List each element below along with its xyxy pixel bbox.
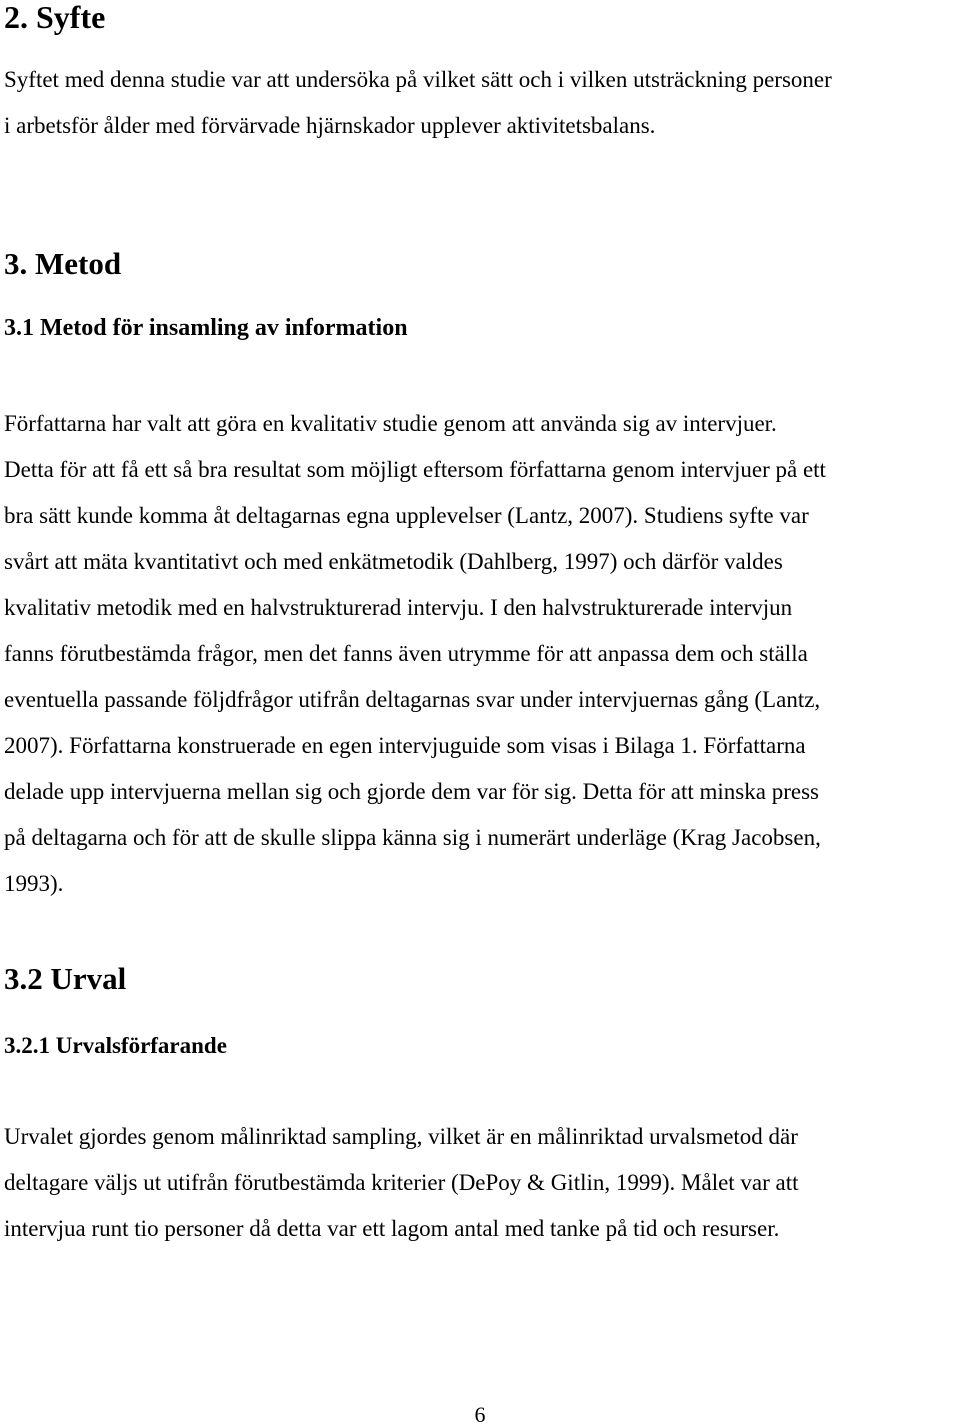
heading-metod-insamling: 3.1 Metod för insamling av information	[4, 315, 408, 341]
text-line: 1993).	[4, 871, 64, 896]
heading-metod: 3. Metod	[4, 246, 122, 281]
text-line: Detta för att få ett så bra resultat som möjligt eftersom författarna genom intervjuer på ett	[4, 457, 826, 482]
text-line: eventuella passande följdfrågor utifrån deltagarnas svar under intervjuernas gång (Lantz,	[4, 687, 821, 712]
text-line: bra sätt kunde komma åt deltagarnas egna upplevelser (Lantz, 2007). Studiens syfte var	[4, 503, 809, 528]
text-line: deltagare väljs ut utifrån förutbestämda kriterier (DePoy & Gitlin, 1999). Målet var att	[4, 1170, 799, 1195]
text-line: Författarna har valt att göra en kvalitativ studie genom att använda sig av intervjuer.	[4, 411, 777, 436]
text-line: svårt att mäta kvantitativt och med enkätmetodik (Dahlberg, 1997) och därför valdes	[4, 549, 783, 574]
text-line: 2007). Författarna konstruerade en egen intervjuguide som visas i Bilaga 1. Författarna	[4, 733, 806, 758]
page-number: 6	[474, 1402, 486, 1427]
text-line: i arbetsför ålder med förvärvade hjärnskador upplever aktivitetsbalans.	[4, 113, 656, 138]
text-line: Syftet med denna studie var att undersöka på vilket sätt och i vilken utsträckning personer	[4, 67, 832, 92]
heading-urvalsforfarande: 3.2.1 Urvalsförfarande	[4, 1033, 227, 1058]
text-line: fanns förutbestämda frågor, men det fanns även utrymme för att anpassa dem och ställa	[4, 641, 808, 666]
text-line: intervjua runt tio personer då detta var ett lagom antal med tanke på tid och resurser.	[4, 1216, 780, 1241]
text-line: delade upp intervjuerna mellan sig och gjorde dem var för sig. Detta för att minska press	[4, 779, 819, 804]
heading-urval: 3.2 Urval	[4, 961, 127, 996]
text-line: kvalitativ metodik med en halvstrukturerad intervju. I den halvstrukturerade intervjun	[4, 595, 793, 620]
heading-syfte: 2. Syfte	[4, 0, 106, 35]
text-line: Urvalet gjordes genom målinriktad sampling, vilket är en målinriktad urvalsmetod där	[4, 1124, 798, 1149]
text-line: på deltagarna och för att de skulle slippa känna sig i numerärt underläge (Krag Jacobsen,	[4, 825, 821, 850]
